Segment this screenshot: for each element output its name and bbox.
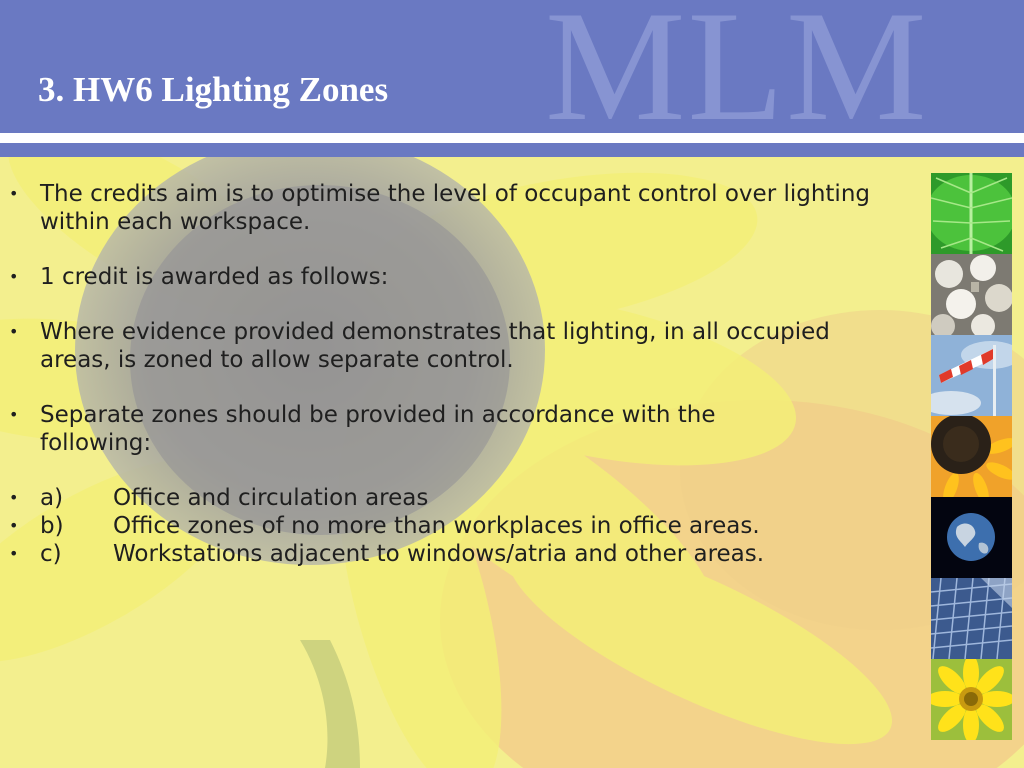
slide-header <box>0 0 1024 133</box>
bullet-dot-icon: • <box>9 405 19 424</box>
earth-image <box>931 497 1012 578</box>
list-item <box>0 512 900 540</box>
list-item-text: Workstations adjacent to windows/atria and other areas. <box>113 541 765 567</box>
bullet-dot-icon: • <box>9 488 19 507</box>
mlm-watermark: MLM <box>545 0 929 133</box>
bullet-text: 1 credit is awarded as follows: <box>40 264 389 290</box>
bullet-dot-icon: • <box>9 184 19 203</box>
header-divider-blue <box>0 143 1024 157</box>
bullet-text: The credits aim is to optimise the level of occupant control over lighting within each workspace. <box>40 181 870 235</box>
slide-title: 3. HW6 Lighting Zones <box>38 70 389 109</box>
header-divider-white <box>0 133 1024 143</box>
list-item-text: Office zones of no more than workplaces in office areas. <box>113 513 760 539</box>
bullet-item <box>0 401 900 457</box>
bullet-item <box>0 180 900 236</box>
sunflower-image <box>931 416 1012 497</box>
bullet-dot-icon: • <box>9 322 19 341</box>
leaf-image <box>931 173 1012 254</box>
bullet-item <box>0 318 900 374</box>
list-item <box>0 484 900 512</box>
list-item-label: b) <box>40 513 64 539</box>
list-item-text: Office and circulation areas <box>113 485 429 511</box>
bullet-text: Separate zones should be provided in accordance with the following: <box>40 402 716 456</box>
bullet-dot-icon: • <box>9 267 19 286</box>
windsock-image <box>931 335 1012 416</box>
bullet-dot-icon: • <box>9 544 19 563</box>
light-bulbs-image <box>931 254 1012 335</box>
bullet-dot-icon: • <box>9 516 19 535</box>
list-item <box>0 540 900 568</box>
solar-panel-image <box>931 578 1012 659</box>
yellow-flower-image <box>931 659 1012 740</box>
bullet-text: Where evidence provided demonstrates that lighting, in all occupied areas, is zoned to allow separate control. <box>40 319 830 373</box>
list-item-label: c) <box>40 541 62 567</box>
list-item-label: a) <box>40 485 64 511</box>
bullet-item <box>0 263 900 291</box>
